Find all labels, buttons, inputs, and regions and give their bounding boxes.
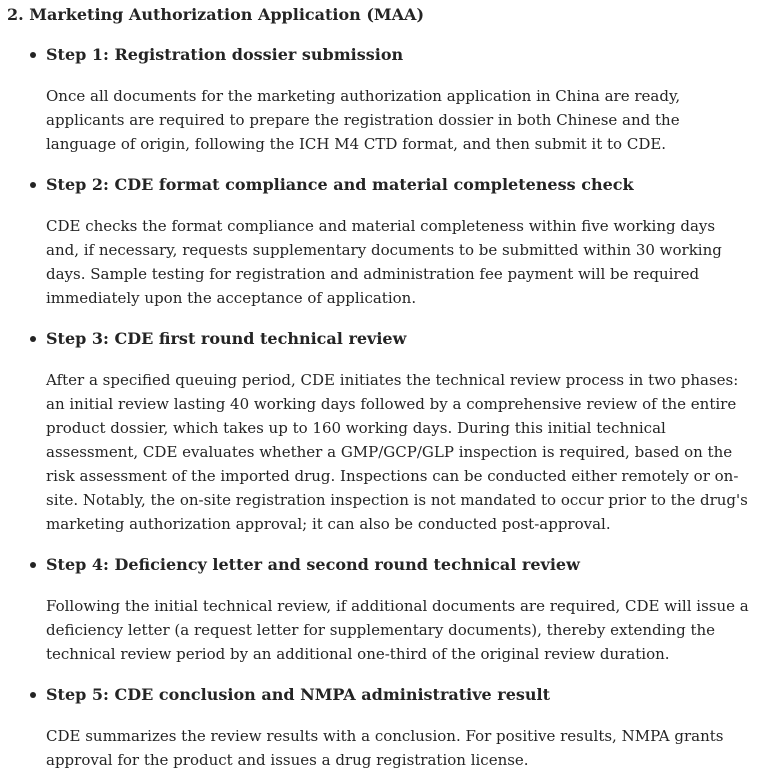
bullet-icon bbox=[30, 182, 36, 188]
step-item-5 bbox=[7, 684, 751, 772]
step-description: Once all documents for the marketing authorization application in China are ready, applicants are required to prepare the registration dossier in both Chinese and the language of origin, following the ICH M4 CTD format, and then submit it to CDE. bbox=[46, 87, 681, 153]
step-description: After a specified queuing period, CDE initiates the technical review process in two phases: an initial review lasting 40 working days followed by a comprehensive review of the entire product dossier, which takes up to 160 working days. During this initial technical assessment, CDE evaluates whether a GMP/GCP/GLP inspection is required, based on the risk assessment of the imported drug. Inspections can be conducted either remotely or on-site. Notably, the on-site registration inspection is not mandated to occur prior to the drug's marketing authorization approval; it can also be conducted post-approval. bbox=[46, 371, 748, 533]
step-item-4 bbox=[7, 554, 751, 666]
step-title: Step 3: CDE first round technical review bbox=[46, 329, 407, 348]
bullet-icon bbox=[30, 52, 36, 58]
step-title: Step 2: CDE format compliance and material completeness check bbox=[46, 175, 634, 194]
step-title: Step 5: CDE conclusion and NMPA administrative result bbox=[46, 685, 550, 704]
step-item-2 bbox=[7, 174, 751, 310]
step-item-1 bbox=[7, 44, 751, 156]
step-description: CDE summarizes the review results with a conclusion. For positive results, NMPA grants approval for the product and issues a drug registration license. bbox=[46, 727, 724, 769]
step-item-3 bbox=[7, 328, 751, 536]
steps-list bbox=[7, 44, 751, 772]
step-description: CDE checks the format compliance and material completeness within five working days and, if necessary, requests supplementary documents to be submitted within 30 working days. Sample testing for registration and administration fee payment will be required immediately upon the acceptance of application. bbox=[46, 217, 722, 307]
step-title: Step 4: Deficiency letter and second round technical review bbox=[46, 555, 580, 574]
bullet-icon bbox=[30, 562, 36, 568]
section-title: 2. Marketing Authorization Application (MAA) bbox=[7, 5, 425, 24]
bullet-icon bbox=[30, 336, 36, 342]
bullet-icon bbox=[30, 692, 36, 698]
step-title: Step 1: Registration dossier submission bbox=[46, 45, 404, 64]
step-description: Following the initial technical review, if additional documents are required, CDE will issue a deficiency letter (a request letter for supplementary documents), thereby extending the technical review period by an additional one-third of the original review duration. bbox=[46, 597, 749, 663]
